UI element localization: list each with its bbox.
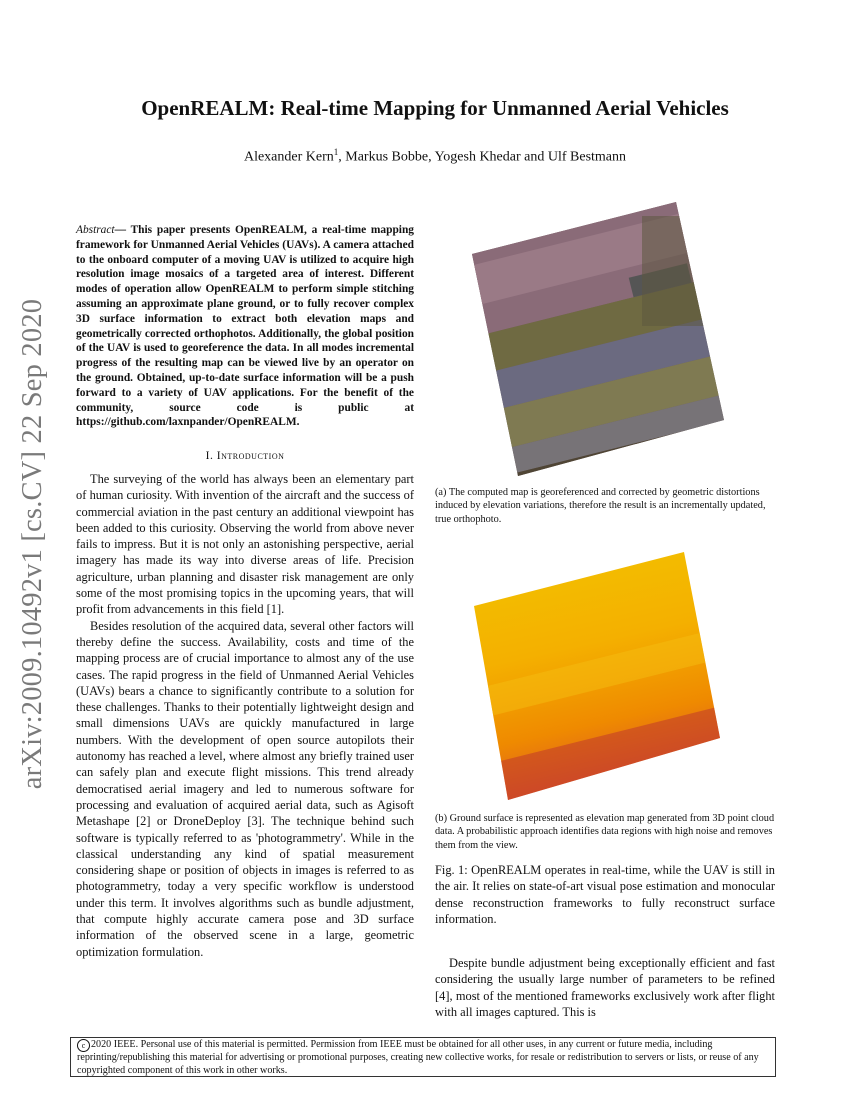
abstract-label: Abstract — [76, 224, 115, 236]
author-first: Alexander Kern — [243, 149, 334, 165]
intro-paragraph-2: Besides resolution of the acquired data, several other factors will thereby define the success. Availability, costs and time of the mapping process are of crucial importance to almost any of the use cases. The rapid progress in the field of Unmanned Aerial Vehicles (UAVs) bears a chance to significantly contribute to a solution for these challenges. Thanks to their potentially lightweight design and small dimensions UAVs are quickly manufactured in large numbers. With the development of open source autopilots their autonomy has reached a level, where almost any briefly trained user can safely plan and execute flight missions. This trend already democratised aerial imagery and led to numerous software for processing and evaluation of acquired aerial data, such as Agisoft Metashape [2] or DroneDeploy [3]. The technique behind such software is typically referred to as 'photogrammetry'. While in the classical understanding any kind of spatial measurement considering shape or position of objects in images is referred to as photogrammetry, today a very specific workflow is understood under this term. It involves algorithms such as bundle adjustment, that compute highly accurate camera pose and 3D surface information of the observed scene in a large, geometric optimization formulation. — [76, 618, 414, 959]
right-paragraph-1: Despite bundle adjustment being exceptionally efficient and fast considering the usually large number of parameters to be refined [4], most of the mentioned frameworks exclusively work after flight with all images captured. This is — [435, 956, 775, 1019]
copyright-text: 2020 IEEE. Personal use of this material is permitted. Permission from IEEE must be obtained for all other uses, in any current or future media, including reprinting/republishing this material for advertising or promotional purposes, creating new collective works, for resale or redistribution to servers or lists, or reuse of any copyrighted component of this work in other works. — [77, 1039, 759, 1076]
figure-1-caption: Fig. 1: OpenREALM operates in real-time, while the UAV is still in the air. It relies on state-of-art visual pose estimation and monocular dense reconstruction frameworks to fully reconstruct surface information. — [435, 863, 775, 926]
copyright-symbol: c — [77, 1039, 90, 1052]
paper-authors — [60, 147, 810, 166]
section-title: Introduction — [216, 449, 285, 462]
orthophoto-figure — [462, 196, 752, 478]
abstract — [76, 223, 414, 430]
elevation-map-figure — [462, 548, 752, 806]
arxiv-id: arXiv:2009.10492v1 [cs.CV] 22 Sep 2020 — [17, 298, 48, 790]
copyright-notice — [70, 1037, 776, 1077]
paper-title: OpenREALM: Real-time Mapping for Unmanned Aerial Vehicles — [141, 96, 729, 120]
author-affiliation-mark: 1 — [333, 147, 339, 157]
intro-paragraph-1: The surveying of the world has always been an elementary part of human curiosity. With invention of the aircraft and the success of commercial aviation in the past century an additional viewpoint has been added to this curiosity. Observing the world from above never fails to impress. But it is not only an astonishing perspective, aerial imagery has made its way into diverse areas of life. Precision agriculture, urban planning and disaster risk management are only some of the most promising topics in the upcoming years, that will profit from advancements in this field [1]. — [76, 472, 414, 617]
figure-caption-b: (b) Ground surface is represented as elevation map generated from 3D point cloud data. A probabilistic approach identifies data regions with high noise and removes them from the view. — [435, 813, 775, 851]
figure-caption-a: (a) The computed map is georeferenced and corrected by geometric distortions induced by elevation variations, therefore the result is an incrementally updated, true orthophoto. — [435, 487, 766, 525]
author-rest: , Markus Bobbe, Yogesh Khedar and Ulf Bestmann — [338, 149, 627, 165]
intro-column — [76, 471, 414, 960]
section-heading — [76, 449, 414, 462]
abstract-text: — This paper presents OpenREALM, a real-time mapping framework for Unmanned Aerial Vehicles (UAVs). A camera attached to the onboard computer of a moving UAV is utilized to acquire high resolution image mosaics of a targeted area of interest. Different modes of operation allow OpenREALM to perform simple stitching assuming an approximate plane ground, or to fully recover complex 3D surface information to extract both elevation maps and geometrically corrected orthophotos. Additionally, the global position of the UAV is used to georeference the data. In all modes incremental progress of the resulting map can be viewed live by an operator on the ground. Obtained, up-to-date surface information will be a push forward to a variety of UAV applications. For the benefit of the community, source code is public at https://github.com/laxnpander/OpenREALM. — [76, 224, 414, 429]
right-column-text — [435, 955, 775, 1020]
arxiv-sidebar-stamp — [14, 296, 52, 792]
section-number: I. — [205, 449, 214, 462]
